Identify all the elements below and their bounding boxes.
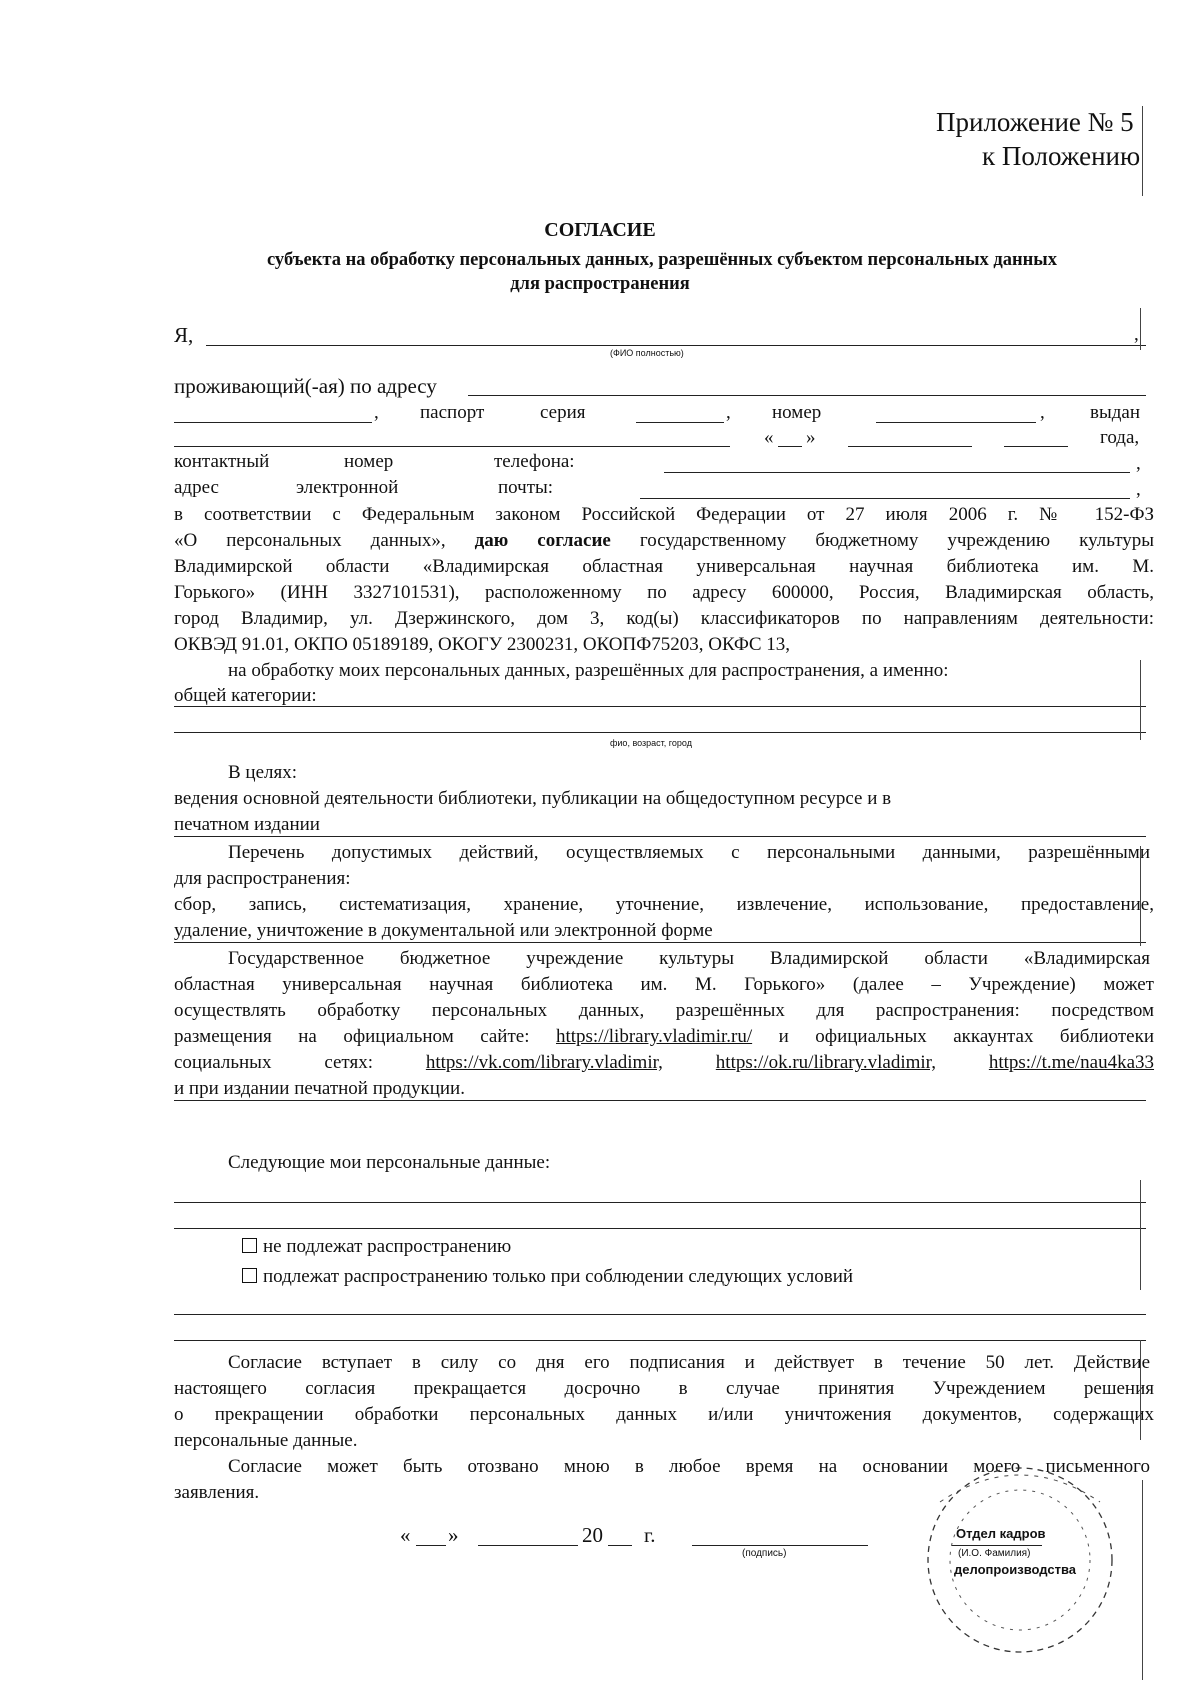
consent-line: на обработку моих персональных данных, разрешённых для распространения, а именно: [228, 660, 949, 681]
phone-field[interactable] [664, 472, 1130, 473]
actions-line-4: удаление, уничтожение в документальной или электронной форме [174, 920, 713, 941]
series-label: серия [540, 402, 586, 423]
purpose-line-1: ведения основной деятельности библиотеки, публикации на общедоступном ресурсе и в [174, 788, 892, 809]
quote-close: » [806, 427, 816, 448]
stamp-line-1: Отдел кадров [956, 1526, 1046, 1541]
option-not-distributed[interactable]: не подлежат распространению [242, 1234, 511, 1260]
category-label: общей категории: [174, 685, 317, 706]
inst-line-2: областная универсальная научная библиотека им. М. Горького» (далее – Учреждение) может [174, 974, 1154, 995]
issued-label: выдан [1090, 402, 1141, 423]
ok-link[interactable]: https://ok.ru/library.vladimir, [715, 1052, 936, 1073]
sign-quote-close: » [448, 1523, 459, 1547]
term-line-2: настоящего согласия прекращается досрочно в случае принятия Учреждением решения [174, 1378, 1154, 1399]
year-label: года, [1100, 427, 1140, 448]
law-line-3: Владимирской области «Владимирская областная универсальная научная библиотека им. М. [174, 556, 1154, 577]
comma: , [374, 402, 379, 423]
purpose-line-2: печатном издании [174, 814, 320, 835]
email-field[interactable] [640, 498, 1130, 499]
fio-hint: (ФИО полностью) [610, 348, 684, 358]
law-line-6: ОКВЭД 91.01, ОКПО 05189189, ОКОГУ 2300231, ОКОПФ75203, ОКФС 13, [174, 634, 791, 655]
revoke-line-1: Согласие может быть отозвано мною в любое время на основании моего письменного [228, 1456, 1150, 1477]
comma: , [1136, 479, 1141, 500]
sign-day-field[interactable] [416, 1545, 446, 1546]
site-link[interactable]: https://library.vladimir.ru/ [555, 1026, 753, 1047]
comma: , [1040, 402, 1045, 423]
inst-line-5: социальных сетях: https://vk.com/library.vladimir, https://ok.ru/library.vladimir, https://t.me/nau4ka33 [174, 1052, 1155, 1073]
inst-line-3: осуществлять обработку персональных данных, разрешённых для распространения: посредством [174, 1000, 1154, 1021]
signature-field[interactable] [692, 1545, 868, 1546]
term-line-4: персональные данные. [174, 1430, 358, 1451]
fio-field[interactable] [206, 345, 1146, 346]
number-field[interactable] [876, 422, 1036, 423]
sign-year-suffix: г. [644, 1523, 656, 1547]
phone-label-3: телефона: [494, 451, 575, 472]
series-field[interactable] [636, 422, 724, 423]
address-label: проживающий(-ая) по адресу [174, 374, 437, 398]
appendix-number: Приложение № 5 [936, 107, 1134, 137]
address-field[interactable] [468, 395, 1146, 396]
conditions-field-1[interactable] [174, 1314, 1146, 1315]
name-hint: (И.О. Фамилия) [958, 1548, 1031, 1559]
law-line-2: «О персональных данных», даю согласие государственному бюджетному учреждению культуры [174, 530, 1155, 551]
following-field-2[interactable] [174, 1228, 1146, 1229]
stamp-line-2: делопроизводства [954, 1562, 1077, 1577]
issued-by-field[interactable] [174, 446, 730, 447]
actions-line-1: Перечень допустимых действий, осуществляемых с персональными данными, разрешёнными [228, 842, 1150, 863]
i-label: Я, [174, 323, 194, 347]
law-line-4: Горького» (ИНН 3327101531), расположенному по адресу 600000, Россия, Владимирская область, [174, 582, 1154, 603]
inst-line-4: размещения на официальном сайте: https://library.vladimir.ru/ и официальных аккаунтах библиотеки [174, 1026, 1154, 1047]
following-field-1[interactable] [174, 1202, 1146, 1203]
term-line-3: о прекращении обработки персональных данных и/или уничтожения документов, содержащих [174, 1404, 1154, 1425]
stamp-seal [900, 1450, 1140, 1670]
number-label: номер [772, 402, 822, 423]
revoke-line-2: заявления. [174, 1482, 260, 1503]
phone-label-1: контактный [174, 451, 270, 472]
comma: , [1134, 324, 1139, 345]
to-regulation: к Положению [982, 141, 1141, 171]
actions-line-2: для распространения: [174, 868, 351, 889]
comma: , [1136, 453, 1141, 474]
signature-hint: (подпись) [742, 1548, 787, 1559]
law-line-1: в соответствии с Федеральным законом Российской Федерации от 27 июля 2006 г. № 152-ФЗ [174, 504, 1154, 525]
sign-year-prefix: 20 [582, 1523, 603, 1547]
inst-field-line [174, 1100, 1146, 1101]
email-label-1: адрес [174, 477, 219, 498]
following-label: Следующие мои персональные данные: [228, 1152, 551, 1173]
actions-field-line [174, 942, 1146, 943]
comma: , [726, 402, 731, 423]
vk-link[interactable]: https://vk.com/library.vladimir, [425, 1052, 663, 1073]
category-hint: фио, возраст, город [610, 738, 692, 748]
issue-year-field[interactable] [1004, 446, 1068, 447]
sign-quote-open: « [400, 1523, 411, 1547]
document-subtitle-2: для распространения [510, 274, 690, 294]
law-line-5: город Владимир, ул. Дзержинского, дом 3, код(ы) классификаторов по направлениям деятельности: [174, 608, 1154, 629]
actions-line-3: сбор, запись, систематизация, хранение, уточнение, извлечение, использование, предоставление, [174, 894, 1154, 915]
category-field[interactable] [174, 706, 1146, 707]
telegram-link[interactable]: https://t.me/nau4ka33 [988, 1052, 1155, 1073]
phone-label-2: номер [344, 451, 394, 472]
address-field-cont[interactable] [174, 422, 372, 423]
inst-line-1: Государственное бюджетное учреждение культуры Владимирской области «Владимирская [228, 948, 1150, 969]
option-not-checkbox[interactable] [242, 1238, 257, 1253]
term-line-1: Согласие вступает в силу со дня его подписания и действует в течение 50 лет. Действие [228, 1352, 1150, 1373]
purpose-field-line [174, 836, 1146, 837]
purpose-label: В целях: [228, 762, 298, 783]
email-label-3: почты: [498, 477, 554, 498]
quote-open: « [764, 427, 774, 448]
conditions-field-2[interactable] [174, 1340, 1146, 1341]
issue-month-field[interactable] [848, 446, 972, 447]
passport-label: паспорт [420, 402, 485, 423]
consent-emphasis: даю согласие [474, 530, 611, 551]
email-label-2: электронной [296, 477, 399, 498]
issue-day-field[interactable] [778, 446, 802, 447]
sign-month-field[interactable] [478, 1545, 578, 1546]
category-field-cont[interactable] [174, 732, 1146, 733]
option-conditional[interactable]: подлежат распространению только при соблюдении следующих условий [242, 1264, 853, 1290]
inst-line-6: и при издании печатной продукции. [174, 1078, 465, 1099]
sign-year-field[interactable] [608, 1545, 632, 1546]
document-subtitle-1: субъекта на обработку персональных данных, разрешённых субъектом персональных данных [266, 250, 1058, 270]
document-title: СОГЛАСИЕ [544, 219, 656, 241]
option-cond-checkbox[interactable] [242, 1268, 257, 1283]
